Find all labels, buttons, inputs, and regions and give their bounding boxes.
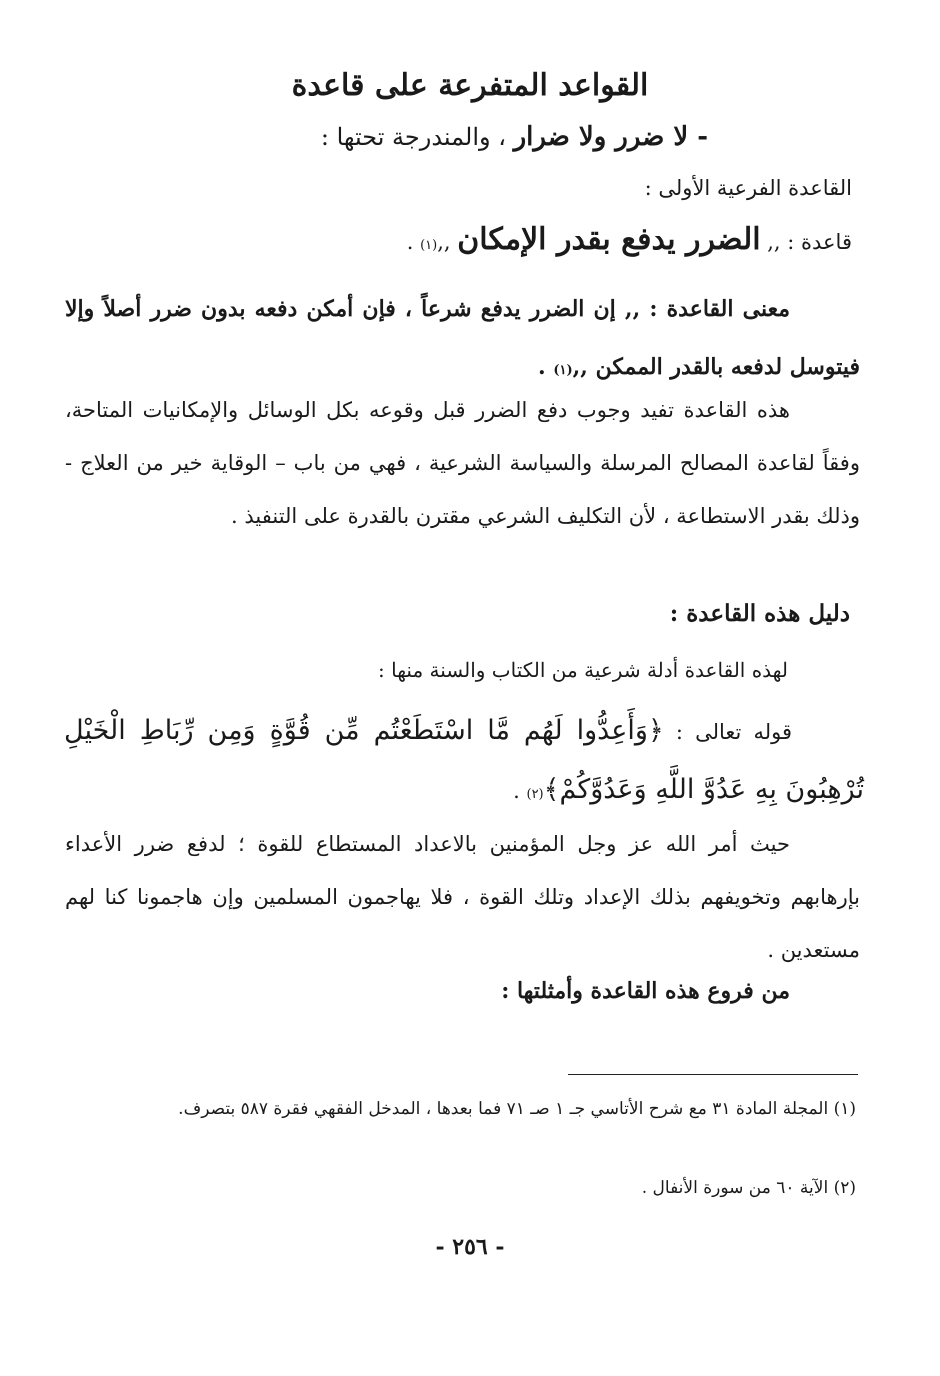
footnote-divider: [568, 1074, 858, 1075]
verse-lead: قوله تعالى :: [663, 720, 793, 744]
rule-meaning-paragraph: [65, 280, 860, 400]
section-subtitle: [321, 122, 708, 152]
footnote-2: (٢) الآية ٦٠ من سورة الأنفال .: [641, 1178, 856, 1198]
footnote-ref-2: (٢): [526, 787, 544, 802]
verse-explanation-paragraph: حيث أمر الله عز وجل المؤمنين بالاعداد المستطاع للقوة ؛ لدفع ضرر الأعداء بإرهابهم وتخويفهم بذلك الإعداد وتلك القوة ، فلا يهاجمون المسلمين وإن هاجمونا كنا لهم مستعدين .: [65, 832, 860, 962]
rule-label: قاعدة : ,,: [760, 230, 852, 254]
footnote-1: (١) المجلة المادة ٣١ مع شرح الأتاسي جـ ١ صـ ٧١ فما بعدها ، المدخل الفقهي فقرة ٥٨٧ بتصرف.: [178, 1099, 856, 1119]
section-title: القواعد المتفرعة على قاعدة: [291, 68, 649, 103]
rule-text: الضرر يدفع بقدر الإمكان: [457, 222, 761, 257]
branches-heading: من فروع هذه القاعدة وأمثلتها :: [501, 978, 790, 1004]
page-number: - ٢٥٦ -: [435, 1234, 505, 1260]
verse-end: .: [513, 779, 527, 803]
subtitle-rest: ، والمندرجة تحتها :: [320, 123, 514, 151]
meaning-text: معنى القاعدة : ,, إن الضرر يدفع شرعاً ، فإن أمكن دفعه بدون ضرر أصلاً وإلا فيتوسل لدفعه بالقدر الممكن ,,: [65, 296, 860, 380]
subtitle-main-rule: - لا ضرر ولا ضرار: [513, 122, 708, 152]
footnote-ref-1b: (١): [553, 363, 573, 378]
meaning-end: .: [538, 354, 554, 380]
footnote-ref-1: (١): [420, 238, 438, 253]
evidence-intro: لهذه القاعدة أدلة شرعية من الكتاب والسنة منها :: [378, 658, 788, 682]
quran-verse: ﴿وَأَعِدُّوا لَهُم مَّا اسْتَطَعْتُم مِّن قُوَّةٍ وَمِن رِّبَاطِ الْخَيْلِ تُرْهِبُونَ بِهِ عَدُوَّ اللَّهِ وَعَدُوَّكُمْ﴾: [64, 715, 864, 805]
rule-quote-close: ,,: [437, 230, 458, 254]
rule-end: .: [406, 230, 421, 254]
quran-verse-paragraph: [64, 702, 864, 824]
evidence-heading: دليل هذه القاعدة :: [669, 600, 850, 627]
rule-statement: [407, 222, 852, 257]
explanation-paragraph: هذه القاعدة تفيد وجوب دفع الضرر قبل وقوعه بكل الوسائل والإمكانيات المتاحة، وفقاً لقاعدة المصالح المرسلة والسياسة الشرعية ، فهي من باب – الوقاية خير من العلاج - وذلك بقدر الاستطاعة ، لأن التكليف الشرعي مقترن بالقدرة على التنفيذ .: [65, 398, 860, 528]
first-sub-rule-heading: القاعدة الفرعية الأولى :: [644, 176, 852, 200]
